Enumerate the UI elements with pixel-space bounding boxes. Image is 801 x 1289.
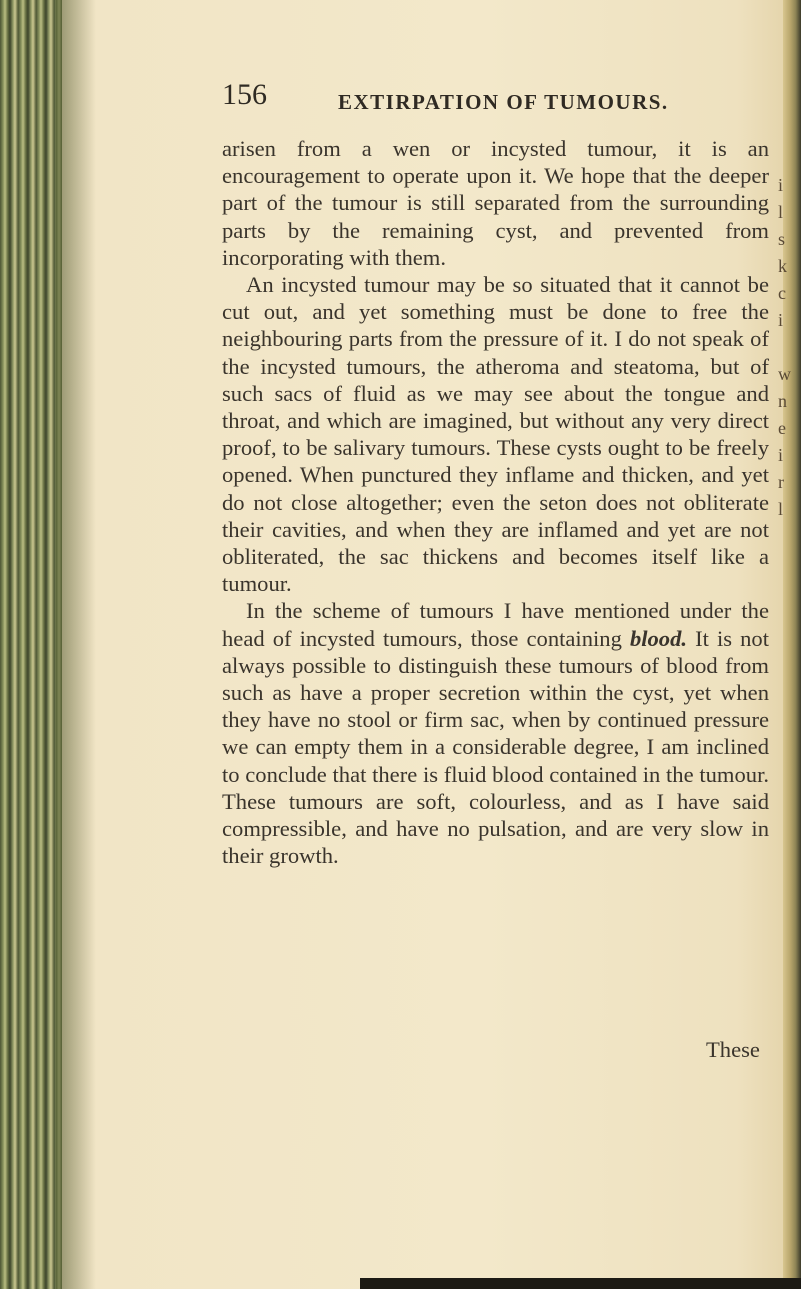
margin-fragment: c <box>778 283 786 303</box>
margin-fragment: w <box>778 364 791 384</box>
running-title: EXTIRPATION OF TUMOURS. <box>338 90 669 114</box>
margin-fragment: s <box>778 229 786 249</box>
paragraph-3-end: It is not always possible to distinguish these tumours of blood from such as have a proper secretion within the cyst, yet when they have no stool or firm sac, when by continued pressure we can empty them in a considerable degree, I am inclined to conclude that there is fluid blood contained in the tumour. These tumours are soft, colourless, and as I have said compressible, and have no pulsation, and are very slow in their growth. <box>222 625 769 869</box>
margin-fragment <box>778 550 788 577</box>
bottom-shadow <box>360 1278 801 1289</box>
margin-fragment: i <box>778 175 784 195</box>
margin-fragment: n <box>778 391 787 411</box>
paragraph-3-start: In the scheme of tumours I have mentioned under the head of incysted tumours, those containing <box>222 598 769 651</box>
margin-fragment: e <box>778 418 786 438</box>
margin-fragment: l <box>778 499 784 519</box>
margin-fragment: k <box>778 256 787 276</box>
margin-fragment: r <box>778 472 784 492</box>
paragraph-1: arisen from a wen or incysted tumour, it is an encouragement to operate upon it. We hope that the deeper part of the tumour is still separated from the surrounding parts by the remaining cyst, and prevented from incorporating with them. <box>222 136 769 270</box>
margin-fragment <box>778 523 788 550</box>
margin-fragment: i <box>778 445 784 465</box>
facing-page-fragments <box>778 120 791 1230</box>
margin-fragment: l <box>778 202 784 222</box>
paragraph-2: An incysted tumour may be so situated that it cannot be cut out, and yet something must be done to free the neighbouring parts from the pressure of it. I do not speak of the incysted tumours, the atheroma and steatoma, but of such sacs of fluid as we may see about the tongue and throat, and which are imagined, but without any very direct proof, to be salivary tumours. These cysts ought to be freely opened. When punctured they inflame and thicken, and yet do not close altogether; even the seton does not obliterate their cavities, and when they are inflamed and yet are not obliterated, the sac thickens and becomes itself like a tumour. <box>222 272 769 597</box>
body-text <box>222 135 769 869</box>
paragraph-3 <box>222 597 769 869</box>
catchword: These <box>706 1037 760 1062</box>
page-header <box>222 78 782 118</box>
margin-fragment <box>778 334 788 361</box>
italic-blood: blood. <box>629 625 688 651</box>
page-number: 156 <box>222 78 267 111</box>
binding-gutter <box>0 0 62 1289</box>
margin-fragment: i <box>778 310 784 330</box>
gutter-shadow <box>56 0 96 1289</box>
